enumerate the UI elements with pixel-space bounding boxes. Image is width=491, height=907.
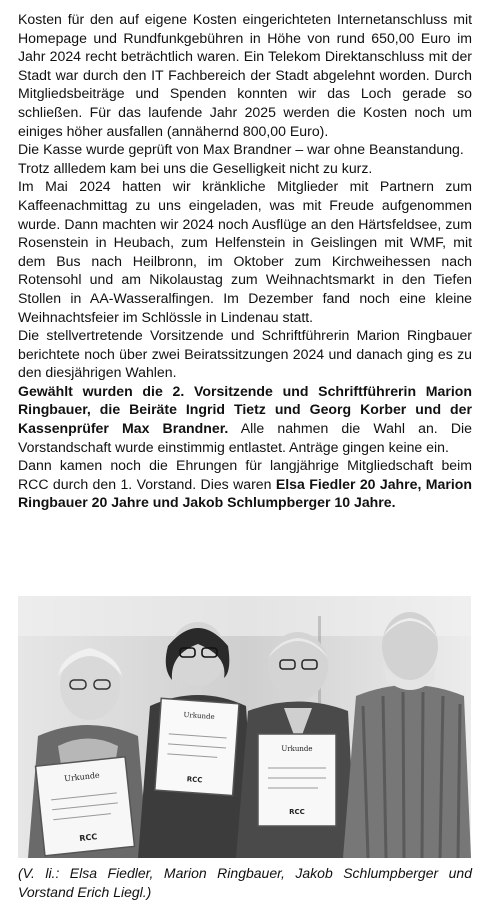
article-body: [18, 10, 472, 512]
certificate-3-logo: RCC: [289, 808, 305, 816]
elections-rest: Alle nahmen die Wahl an. Die Vorstandschaft wurde einstimmig entlastet. Anträge gingen keine ein.: [18, 420, 472, 455]
certificate-1-label: Urkunde: [63, 770, 101, 784]
elections-bold: Gewählt wurden die 2. Vorsitzende und Schriftführerin Marion Ringbauer, die Beiräte Ingrid Tietz und Georg Korber und der Kassenprüfer Max Brandner.: [18, 382, 472, 437]
certificate-1: [36, 757, 135, 856]
paragraph-activities: Im Mai 2024 hatten wir kränkliche Mitglieder mit Partnern zum Kaffeenachmittag zu uns eingeladen, was mit Freude aufgenommen wurde. Dann machten wir 2024 noch Ausflüge an den Härtsfeldsee, zum Rosenstein in Heubach, zum Helfenstein in Geislingen mit WMF, mit dem Bus nach Heilbronn, im Oktober zum Kirchweihessen nach Rotensohl und am Nikolaustag zum Weihnachtsmarkt in den Tiefen Stollen in AA-Wasseralfingen. Im Dezember fand noch eine kleine Weihnachtsfeier im Schlössle in Lindenau statt.: [18, 178, 472, 325]
honors-bold: Elsa Fiedler 20 Jahre, Marion Ringbauer 20 Jahre und Jakob Schlumpberger 10 Jahre.: [18, 475, 472, 511]
certificate-2-label: Urkunde: [183, 710, 215, 722]
certificate-1-logo: RCC: [78, 832, 98, 844]
paragraph-audit: Die Kasse wurde geprüft von Max Brandner – war ohne Beanstandung.: [18, 141, 464, 158]
group-photo-image: [18, 596, 471, 858]
photo-caption: (V. li.: Elsa Fiedler, Marion Ringbauer, Jakob Schlumpberger und Vorstand Erich Liegl.): [18, 865, 472, 900]
paragraph-costs: Kosten für den auf eigene Kosten eingerichteten Internetanschluss mit Homepage und Rundfunkgebühren in Höhe von rund 650,00 Euro im Jahr 2024 recht beträchtlich waren. Ein Telekom Direktanschluss mit der Stadt war durch den IT Fachbereich der Stadt abgelehnt worden. Durch Mitgliedsbeiträge und Spenden konnten wir das Loch gerade so schließen. Für das laufende Jahr 2025 werden die Kosten noch um einiges höher ausfallen (annähernd 800,00 Euro).: [18, 11, 472, 139]
paragraph-honors: [18, 456, 472, 512]
group-photo: [18, 596, 471, 858]
paragraph-sociability: Trotz allledem kam bei uns die Geselligkeit nicht zu kurz.: [18, 159, 373, 176]
certificate-2: [155, 698, 239, 795]
honors-start: Dann kamen noch die Ehrungen für langjährige Mitgliedschaft beim RCC durch den 1. Vorstand. Dies waren: [18, 457, 472, 492]
certificate-2-logo: RCC: [186, 775, 203, 785]
paragraph-elections: [18, 382, 472, 456]
paragraph-report: Die stellvertretende Vorsitzende und Schriftführerin Marion Ringbauer berichtete noch über zwei Beiratssitzungen 2024 und danach ging es zu den diesjährigen Wahlen.: [18, 327, 472, 381]
certificate-3: [258, 734, 336, 826]
certificate-3-label: Urkunde: [281, 745, 313, 753]
